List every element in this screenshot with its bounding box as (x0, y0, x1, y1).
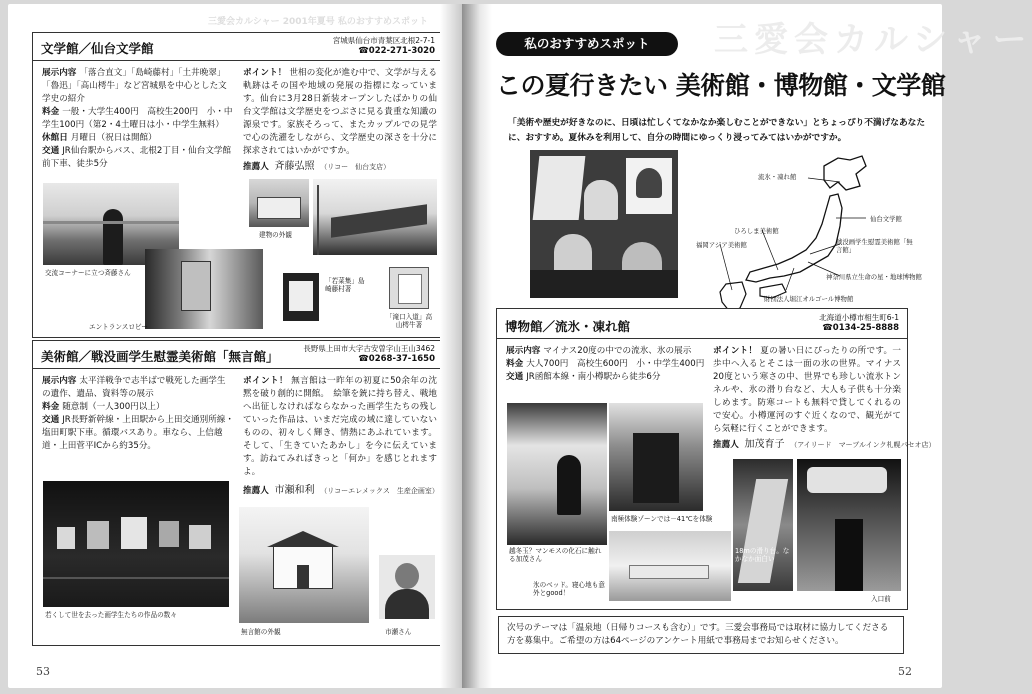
photo-artwork-sculpture (530, 150, 678, 298)
next-theme-notice: 次号のテーマは「温泉地（日帰りコースも含む）」です。三愛会事務局では取材に協力してくださる方を募集中。ご希望の方は64ページのアンケート用紙で事務局までお知らせください。 (498, 616, 904, 654)
exhibit-text: 「落合直文」「島崎藤村」「土井晩翠」「魯迅」「高山樗牛」など宮城県を中心とした文学史の紹介 (42, 68, 227, 104)
gutter-shadow-left (440, 4, 462, 688)
caption-lobby: エントランスロビー (89, 323, 148, 331)
fee-row (42, 401, 234, 414)
section-title: 博物館／流氷・凍れ館 (505, 319, 631, 334)
caption-entrance: 入口前 (871, 595, 891, 603)
photo-takiguchi-book (389, 267, 429, 309)
ice-bed-shape (629, 565, 709, 579)
holiday-row (42, 132, 234, 145)
map-label-mugonkan: 戦没画学生慰霊美術館「無言館」 (836, 238, 913, 254)
recommender-org: （リコーエレメックス 生産企画室） (320, 487, 439, 495)
exhibit-label: 展示内容 (42, 376, 77, 386)
point-paragraph (243, 67, 437, 158)
exhibit-label: 展示内容 (42, 68, 77, 78)
recommender-label: 推薦人 (243, 162, 269, 172)
person-silhouette (103, 209, 123, 265)
recommender-name: 市瀬和利 (274, 485, 315, 496)
section-header (497, 309, 907, 339)
fee-text: 一般・大学生400円 高校生200円 小・中学生100円（第2・4土曜日は小・中学生無料） (42, 107, 233, 130)
exhibit-text: マイナス20度の中での流氷、氷の展示 (543, 346, 692, 356)
left-page (8, 4, 462, 688)
fee-label: 料金 (506, 359, 524, 369)
address-text: 北海道小樽市相生町6-1 (819, 313, 899, 322)
recommender (713, 435, 936, 450)
photo-antarctic-zone (609, 403, 703, 511)
access-text: JR函館本線・南小樽駅から徒歩6分 (526, 372, 661, 382)
point-label: ポイント！ (713, 346, 758, 356)
photo-ichinose-portrait (379, 555, 435, 619)
suit-shape (385, 589, 429, 619)
book-cover (398, 274, 422, 304)
recommender-name: 斉藤弘照 (274, 161, 315, 172)
caption-gallery: 若くして世を去った画学生たちの作品の数々 (45, 611, 177, 619)
section-header (33, 341, 443, 369)
tunnel-opening (633, 433, 679, 503)
entrance-door (835, 519, 863, 591)
map-label-kanagawa: 神奈川県立生命の星・地球博物館 (826, 273, 922, 281)
person-silhouette (557, 455, 581, 515)
phone-number: ☎0268-37-1650 (358, 354, 435, 364)
map-label-sendai: 仙台文学館 (870, 215, 902, 223)
recommender-org: （リコー 仙台支店） (320, 163, 391, 171)
access-row (506, 371, 706, 384)
painting (121, 517, 147, 549)
access-label: 交通 (42, 415, 60, 425)
page-number-left: 53 (36, 665, 50, 678)
access-row (42, 414, 234, 453)
caption-mammoth: 越冬玉？マンモスの化石に触れる加茂さん (509, 547, 602, 563)
exhibit-label: 展示内容 (506, 346, 541, 356)
fee-text: 大人700円 高校生600円 小・中学生400円 (526, 359, 705, 369)
painting (159, 521, 179, 547)
point-label: ポイント！ (243, 68, 287, 78)
photo-mammoth-fossil (507, 403, 607, 545)
point-text: 夏の暑い日にぴったりの所です。一歩中へ入るとそこは一面の氷の世界。マイナス20度という寒さの中、世界でも珍しい流氷トンネルや、氷の滑り台など、大人も子供も十分楽しめます。防寒コートも無料で貸してくれるので安心。小樽運河のすぐ近くなので、観光がてら気軽に行くことができます。 (713, 346, 901, 434)
painting-panel (533, 156, 586, 220)
access-text: JR仙台駅からバス、北根2丁目・仙台文学館前下車、徒歩5分 (42, 146, 232, 169)
exhibit-row (42, 375, 234, 401)
book-cover (289, 281, 313, 311)
building-shape (257, 197, 301, 219)
section-badge: 私のおすすめスポット (496, 32, 678, 56)
mugonkan-section (32, 340, 444, 646)
info-column (42, 375, 234, 453)
map-label-ryuhyo: 流氷・凍れ館 (758, 173, 797, 181)
recommender-label: 推薦人 (243, 486, 269, 496)
ghost-title: 三愛会カルシャー (714, 20, 1032, 60)
sculpture (584, 180, 618, 220)
photo-ice-slide (733, 459, 793, 591)
recommender-org: （アイリード マーブルインク札幌パセオ店） (790, 441, 936, 449)
fee-row (506, 358, 706, 371)
photo-gallery-interior (43, 481, 229, 607)
fee-label: 料金 (42, 107, 60, 117)
page-headline: この夏行きたい 美術館・博物館・文学館 (496, 71, 946, 100)
caption-antarctic: 南極体験ゾーンでは－41℃を体験 (611, 515, 713, 523)
slide-shape (738, 479, 788, 583)
info-column (506, 345, 706, 384)
address-text: 宮城県仙台市青葉区北根2-7-1 (332, 36, 435, 45)
caption-exterior: 建物の外観 (259, 231, 292, 239)
photo-entrance-lobby (145, 249, 263, 329)
section-header (33, 33, 443, 61)
point-paragraph (243, 375, 437, 479)
holiday-label: 休館日 (42, 133, 68, 143)
roof-shape (331, 204, 427, 237)
address-text: 長野県上田市大字古安曽字山王山3462 (303, 344, 435, 353)
recommender-label: 推薦人 (713, 440, 739, 450)
caption-mugonkan-exterior: 無言館の外観 (241, 628, 281, 636)
map-label-hiroshima: ひろしま美術館 (734, 227, 779, 235)
lead-paragraph: 「美術や歴史が好きなのに、日頃は忙しくてなかなか楽しむことができない」とちょっぴり不満げなあなたに、おすすめ。夏休みを利用して、自分の時間にゆっくり浸ってみてはいかがですか。 (508, 118, 925, 143)
section-address (333, 36, 435, 56)
caption-takiguchi: 「滝口入道」高山樗牛著 (385, 313, 433, 329)
door-shape (297, 565, 309, 589)
page-number-right: 52 (898, 665, 912, 678)
painting (57, 527, 75, 549)
phone-number: ☎022-271-3020 (358, 46, 435, 56)
point-label: ポイント！ (243, 376, 288, 386)
access-label: 交通 (506, 372, 524, 382)
caption-ice-slide: 18mの滑り台。なかなか面白い (735, 547, 790, 563)
recommender (243, 481, 439, 496)
map-label-horie: 財団法人堀江オルゴール博物館 (764, 295, 854, 303)
photo-mugonkan-exterior (239, 507, 369, 623)
rail-line (43, 221, 179, 224)
point-paragraph (713, 345, 901, 436)
floor-shadow (530, 270, 678, 298)
map-label-fukuoka: 福岡アジア美術館 (696, 241, 747, 249)
head-shape (395, 563, 419, 589)
fee-label: 料金 (42, 402, 60, 412)
caption-ice-bed: 氷のベッド。寝心地も意外とgood！ (533, 581, 605, 597)
tree-trunk (317, 185, 319, 255)
point-text: 無言館は一昨年の初夏に50余年の沈黙を破り創的に開館。 絵筆を銃に持ち替え、戦地へ出征しなければならなかった画学生たちの残していった作品は、いまだ完成の域に達していないものの、初々しく輝き、情熱にあふれています。そして、「生きていたあかし」を今に伝えています。訪ねてみればきっと「何か」を感じとれますよ。 (243, 376, 437, 477)
recommender (243, 157, 390, 172)
phone-number: ☎0134-25-8888 (822, 323, 899, 333)
lobby-panel (181, 261, 211, 311)
gutter-shadow-right (462, 4, 492, 688)
photo-wakanashu-book (283, 273, 319, 321)
exhibit-row (506, 345, 706, 358)
painting-figure (636, 168, 662, 198)
painting-panel (626, 158, 672, 214)
photo-entrance (797, 459, 901, 591)
section-address (303, 344, 435, 364)
access-row (42, 145, 234, 171)
section-title: 美術館／戦没画学生慰霊美術館「無言館」 (41, 349, 279, 364)
caption-ichinose: 市瀬さん (385, 628, 412, 636)
section-address (819, 313, 899, 333)
photo-ice-bed (609, 531, 731, 601)
section-title: 文学館／仙台文学館 (41, 41, 154, 56)
painting (87, 521, 109, 549)
caption-wakanashu: 「若菜集」島崎藤村著 (325, 277, 365, 293)
fee-text: 随意制（一人300円以上） (62, 402, 165, 412)
holiday-text: 月曜日（祝日は開館） (70, 133, 157, 143)
ryuhyo-section (496, 308, 936, 610)
floor-line (43, 577, 229, 579)
bungakukan-section (32, 32, 444, 338)
exhibit-row (42, 67, 234, 106)
photo-building-exterior-small (249, 179, 309, 227)
painting (189, 525, 211, 549)
leader-line (720, 244, 732, 290)
sign-board (807, 467, 887, 493)
access-label: 交通 (42, 146, 60, 156)
header-ghost-text: 三愛会カルシャー 2001年夏号 私のおすすめスポット (208, 17, 429, 27)
exhibit-text: 太平洋戦争で志半ばで戦死した画学生の遺作、遺品、資料等の展示 (42, 376, 226, 399)
point-text: 世相の変化が進む中で、文学が与える軌跡はその国や地域の発展の指標になっています。仙台に3月28日新装オープンしたばかりの仙台文学館は文学歴史をつぶさに見る貴重な知識の源泉です。家族そろって、またカップルでの見学で心の洗濯をしながら、文学歴史の深さを十分に探求されてはいかがですか。 (243, 68, 437, 156)
access-text: JR長野新幹線・上田駅から上田交通別所線・塩田町駅下車。循環バスあり。車なら、上信越道・上田菅平ICから約35分。 (42, 415, 234, 451)
recommender-name: 加茂育子 (744, 439, 785, 450)
leader-line (762, 230, 778, 270)
roof-shape (267, 531, 339, 547)
hokkaido-shape (824, 156, 866, 190)
right-page (474, 4, 1032, 688)
caption-exchange-corner: 交流コーナーに立つ斉藤さん (45, 269, 131, 277)
info-column (42, 67, 234, 171)
photo-building-exterior (313, 179, 437, 255)
fee-row (42, 106, 234, 132)
